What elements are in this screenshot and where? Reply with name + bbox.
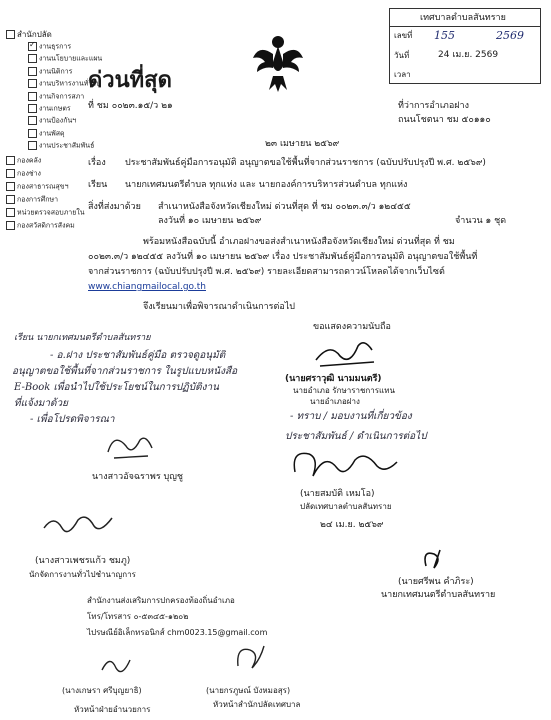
routing-item-checkbox	[28, 116, 37, 125]
routing-division-label: กองการศึกษา	[17, 195, 59, 204]
contact-phone: โทร/โทรสาร ๐-๕๓๔๕-๑๒๐๒	[87, 612, 189, 621]
routing-item-checkbox	[28, 54, 37, 63]
memo-line-1: - อ.ฝาง ประชาสัมพันธ์คู่มือ ตรวจดูอนุมัติ	[50, 350, 226, 361]
closing: ขอแสดงความนับถือ	[313, 322, 391, 332]
right-note-2: ประชาสัมพันธ์ / ดำเนินการต่อไป	[285, 431, 427, 442]
memo-line-5: - เพื่อโปรดพิจารณา	[30, 414, 115, 425]
routing-item-label: งานนโยบายและแผน	[39, 54, 103, 63]
body-line-1: พร้อมหนังสือฉบับนี้ อำเภอฝางขอส่งสำเนาหนังสือจังหวัดเชียงใหม่ ด่วนที่สุด ที่ ชม	[143, 237, 455, 247]
bottom-sig-2-title: หัวหน้าสำนักปลัดเทศบาล	[213, 700, 301, 709]
office-address-1: ที่ว่าการอำเภอฝาง	[398, 101, 469, 111]
memo-line-4: ที่แจ้งมาด้วย	[14, 398, 68, 409]
routing-division-label: หน่วยตรวจสอบภายใน	[17, 208, 85, 217]
routing-item-checkbox	[28, 67, 37, 76]
reference-number: ที่ ชม ๐๐๒๓.๑๕/ว ๒๑	[88, 101, 173, 111]
office-address-2: ถนนโชตนา ชม ๕๐๑๑๐	[398, 115, 491, 125]
routing-item-label: งานธุรการ	[39, 42, 72, 51]
routing-division-label: กองสาธารณสุขฯ	[17, 182, 69, 191]
routing-division	[6, 156, 41, 166]
routing-division	[6, 182, 69, 192]
receipt-date-value: 24 เม.ย. 2569	[438, 50, 499, 60]
routing-item-checkbox	[28, 79, 37, 88]
bottom-signature-2	[230, 640, 270, 678]
routing-stamp-title: สำนักปลัด	[17, 30, 52, 39]
receipt-stamp-org: เทศบาลตำบลสันทราย	[420, 13, 506, 23]
routing-item-checkbox	[28, 104, 37, 113]
main-signature	[310, 332, 380, 376]
routing-item	[28, 129, 65, 139]
subject-text: ประชาสัมพันธ์คู่มือการอนุมัติ อนุญาตขอใช้พื้นที่จากส่วนราชการ (ฉบับปรับปรุงปี พ.ศ. ๒๕๖๙)	[125, 158, 486, 168]
body-line-3: จากส่วนราชการ (ฉบับปรับปรุงปี พ.ศ. ๒๕๖๙) รายละเอียดสามารถดาวน์โหลดได้จากเว็บไซต์	[88, 267, 445, 277]
officer-title: นักจัดการงานทั่วไปชำนาญการ	[29, 570, 136, 579]
mayor-signature	[418, 544, 448, 578]
routing-item-checkbox	[28, 92, 37, 101]
contact-email: ไปรษณีย์อิเล็กทรอนิกส์ chm0023.15@gmail.com	[87, 628, 268, 637]
receipt-stamp	[389, 8, 541, 84]
garuda-emblem	[251, 32, 305, 96]
receipt-no-value2: 2569	[496, 29, 524, 42]
closing-request: จึงเรียนมาเพื่อพิจารณาดำเนินการต่อไป	[143, 302, 296, 312]
routing-division-checkbox	[6, 208, 15, 217]
clerk-signature	[100, 426, 160, 470]
mayor-name: (นายศรีพน คำภิระ)	[398, 577, 474, 587]
deputy-signature	[285, 442, 405, 496]
clerk-name: นางสาวอัจฉราพร บุญชู	[92, 472, 184, 482]
to-text: นายกเทศมนตรีตำบล ทุกแห่ง และ นายกองค์การบริหารส่วนตำบล ทุกแห่ง	[125, 180, 408, 190]
routing-division	[6, 195, 58, 205]
subject-label: เรื่อง	[88, 158, 106, 168]
website-link[interactable]: www.chiangmailocal.go.th	[88, 282, 206, 292]
routing-division-checkbox	[6, 156, 15, 165]
deputy-name: (นายสมบัติ เหมโอ)	[300, 489, 375, 499]
routing-item	[28, 67, 72, 77]
officer-name: (นางสาวเพชรแก้ว ชมภู)	[35, 556, 131, 566]
routing-item	[28, 116, 76, 126]
right-note-1: - ทราบ / มอบงานที่เกี่ยวข้อง	[290, 411, 412, 422]
to-label: เรียน	[88, 180, 108, 190]
routing-item-label: งานพัสดุ	[39, 129, 65, 138]
signer-name: (นายศราวุฒิ นามมนตรี)	[285, 374, 382, 384]
enclosure-count: จำนวน ๑ ชุด	[455, 216, 507, 226]
routing-item-label: งานเกษตร	[39, 104, 71, 113]
deputy-title: ปลัดเทศบาลตำบลสันทราย	[300, 502, 392, 511]
routing-item-label: งานกิจการสภา	[39, 92, 85, 101]
receipt-no-label: เลขที่	[394, 31, 413, 40]
routing-item	[28, 42, 71, 52]
routing-title-checkbox	[6, 30, 15, 39]
routing-division	[6, 169, 41, 179]
routing-item	[28, 92, 84, 102]
document-date: ๒๓ เมษายน ๒๕๖๙	[265, 139, 340, 149]
routing-division-checkbox	[6, 195, 15, 204]
contact-office: สำนักงานส่งเสริมการปกครองท้องถิ่นอำเภอ	[87, 596, 235, 605]
mayor-title: นายกเทศมนตรีตำบลสันทราย	[381, 590, 496, 600]
routing-item-label: งานประชาสัมพันธ์	[39, 141, 95, 150]
routing-division-label: กองสวัสดิการสังคม	[17, 221, 75, 230]
memo-line-2: อนุญาตขอใช้พื้นที่จากส่วนราชการ ในรูปแบบหนังสือ	[12, 366, 238, 377]
officer-signature	[38, 504, 118, 548]
bottom-sig-1-title: หัวหน้าฝ่ายอำนวยการ	[74, 705, 151, 714]
receipt-no-value: 155	[434, 29, 455, 42]
receipt-date-label: วันที่	[394, 51, 410, 60]
routing-division-label: กองคลัง	[17, 156, 42, 165]
enclosure-text: สำเนาหนังสือจังหวัดเชียงใหม่ ด่วนที่สุด ที่ ชม ๐๐๒๓.๓/ว ๑๒๔๕๕	[158, 202, 411, 212]
routing-division-checkbox	[6, 221, 15, 230]
memo-to: เรียน นายกเทศมนตรีตำบลสันทราย	[14, 333, 151, 343]
routing-division	[6, 208, 85, 218]
routing-division-checkbox	[6, 169, 15, 178]
signer-title-1: นายอำเภอ รักษาราชการแทน	[293, 386, 395, 395]
memo-line-3: E-Book เพื่อนำไปใช้ประโยชน์ในการปฏิบัติงาน	[14, 382, 219, 393]
routing-division	[6, 221, 75, 231]
routing-item	[28, 104, 71, 114]
routing-item-label: งานป้องกันฯ	[39, 116, 77, 125]
routing-item-checkbox	[28, 129, 37, 138]
bottom-sig-2-name: (นายกรภูษณ์ บังหมอสุร)	[206, 686, 291, 695]
routing-item-label: งานบริหารงานทั่วไป	[39, 79, 101, 88]
routing-division-label: กองช่าง	[17, 169, 41, 178]
routing-item	[28, 141, 94, 151]
signer-title-2: นายอำเภอฝาง	[310, 397, 360, 406]
enclosure-date: ลงวันที่ ๑๐ เมษายน ๒๕๖๙	[158, 216, 262, 226]
routing-stamp-title-row	[6, 30, 52, 40]
enclosure-label: สิ่งที่ส่งมาด้วย	[88, 202, 141, 212]
body-line-2: ๐๐๒๓.๓/ว ๑๒๔๕๕ ลงวันที่ ๑๐ เมษายน ๒๕๖๙ เรื่อง ประชาสัมพันธ์คู่มือการอนุมัติ อนุญาตขอใช้พื้นที่	[88, 252, 478, 262]
bottom-signature-1	[96, 650, 136, 684]
receipt-time-label: เวลา	[394, 70, 411, 79]
routing-item-checkbox	[28, 42, 37, 51]
bottom-sig-1-name: (นางเกษรา ศรีบุญยาธิ)	[62, 686, 142, 695]
routing-division-checkbox	[6, 182, 15, 191]
deputy-date: ๒๔ เม.ย. ๒๕๖๙	[320, 520, 384, 530]
document-heading: ด่วนที่สุด	[88, 68, 172, 93]
routing-item-checkbox	[28, 141, 37, 150]
routing-item-label: งานนิติการ	[39, 67, 73, 76]
